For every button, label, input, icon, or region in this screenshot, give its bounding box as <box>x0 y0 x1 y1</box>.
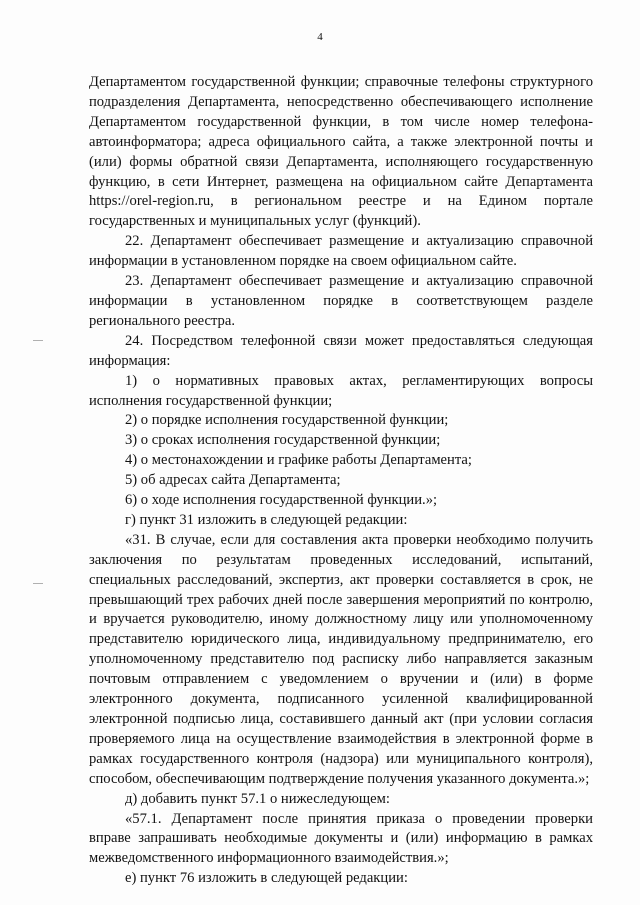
paragraph: «31. В случае, если для составления акта проверки необходимо получить заключения по результатам проведенных исследований, испытаний, специальных расследований, экспертиз, акт проверки составляется в срок, не превышающий трех рабочих дней после завершения мероприятий по контролю, и вручается руководителю, иному должностному лицу или уполномоченному представителю юридического лица, индивидуальному предпринимателю, его уполномоченному представителю под расписку либо направляется заказным почтовым отправлением с уведомлением о вручении и (или) в форме электронного документа, подписанного усиленной квалифицированной электронной подписью лица, составившего данный акт (при условии согласия проверяемого лица на осуществление взаимодействия в электронной форме в рамках государственного контроля (надзора) или муниципального контроля), способом, обеспечивающим подтверждение получения указанного документа.»; <box>89 531 593 787</box>
paragraph: д) добавить пункт 57.1 о нижеследующем: <box>125 790 390 807</box>
list-item: 5) об адресах сайта Департамента; <box>125 472 341 489</box>
list-item: 4) о местонахождении и графике работы Департамента; <box>125 452 472 469</box>
paragraph: Департаментом государственной функции; справочные телефоны структурного подразделения Департамента, непосредственно обеспечивающего исполнение Департаментом государственной функции, в том числе номер телефона-автоинформатора; адреса официального сайта, а также электронной почты и (или) формы обратной связи Департамента, исполняющего государственную функцию, в сети Интернет, размещена на официальном сайте Департамента https://orel-region.ru, в региональном реестре и на Едином портале государственных и муниципальных услуг (функций). <box>89 74 593 230</box>
page-number: 4 <box>317 31 323 43</box>
paragraph: «57.1. Департамент после принятия приказа о проведении проверки вправе запрашивать необходимые документы и (или) информацию в рамках межведомственного информационного взаимодействия.»; <box>89 810 593 867</box>
scan-artifact-mark <box>33 583 43 584</box>
paragraph: е) пункт 76 изложить в следующей редакции: <box>125 870 408 887</box>
scan-artifact-mark <box>33 340 43 341</box>
list-item: 1) о нормативных правовых актах, регламентирующих вопросы исполнения государственной функции; <box>89 372 593 409</box>
list-item: 6) о ходе исполнения государственной функции.»; <box>125 492 438 509</box>
document-body <box>89 73 593 889</box>
paragraph: 23. Департамент обеспечивает размещение и актуализацию справочной информации в установленном порядке в соответствующем разделе регионального реестра. <box>89 273 593 329</box>
list-item: 3) о сроках исполнения государственной функции; <box>125 432 441 449</box>
paragraph: 22. Департамент обеспечивает размещение и актуализацию справочной информации в установленном порядке на своем официальном сайте. <box>89 233 593 270</box>
list-item: 2) о порядке исполнения государственной функции; <box>125 412 449 429</box>
paragraph: г) пункт 31 изложить в следующей редакции: <box>125 511 408 528</box>
paragraph: 24. Посредством телефонной связи может предоставляться следующая информация: <box>89 332 593 369</box>
